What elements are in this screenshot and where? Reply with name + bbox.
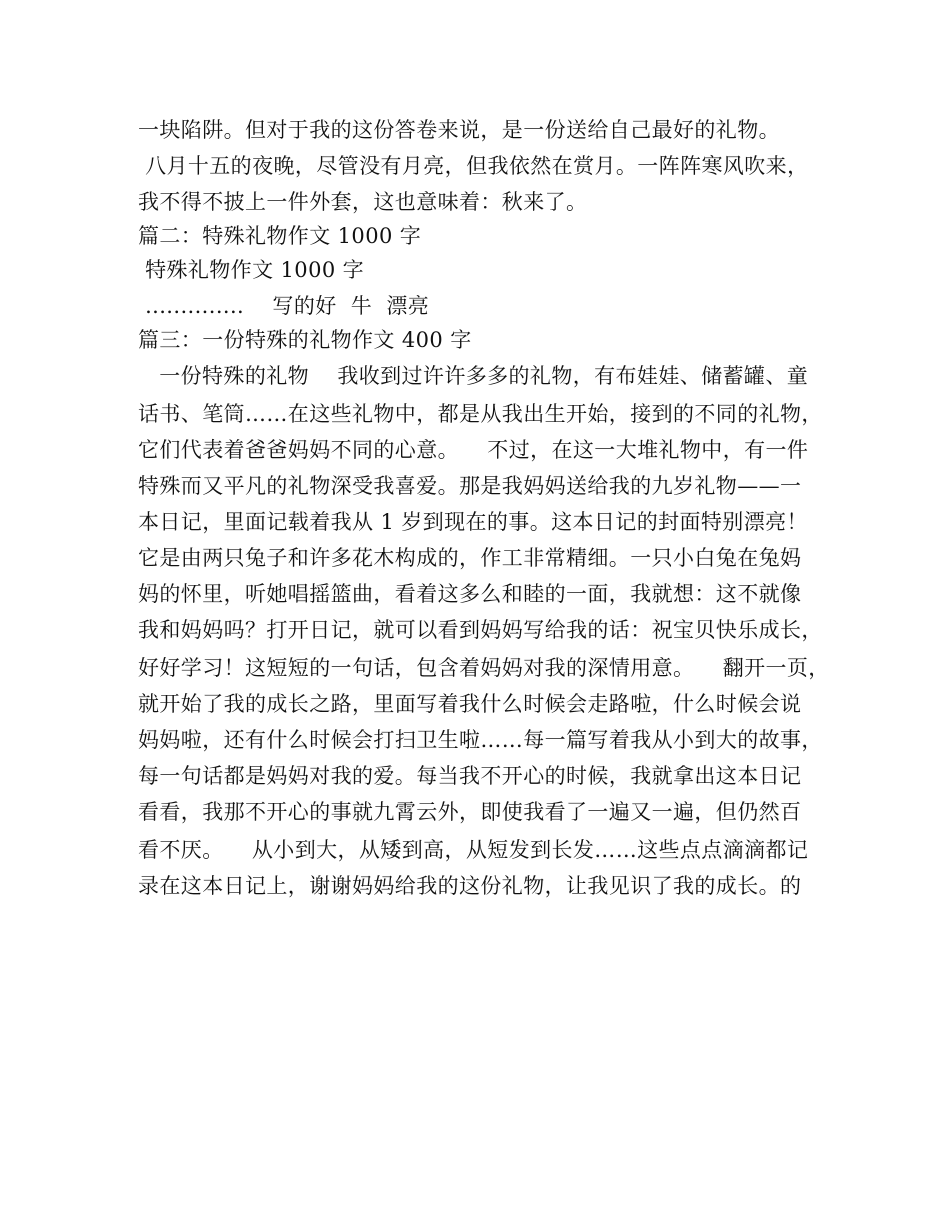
text-line: 特殊而又平凡的礼物深受我喜爱。那是我妈妈送给我的九岁礼物——一 bbox=[138, 474, 802, 498]
text-line: 我和妈妈吗？打开日记，就可以看到妈妈写给我的话：祝宝贝快乐成长， bbox=[138, 618, 823, 642]
text-line: 好好学习！这短短的一句话，包含着妈妈对我的深情用意。 翻开一页， bbox=[138, 656, 830, 680]
text-line: 妈的怀里，听她唱摇篮曲，看着这多么和睦的一面，我就想：这不就像 bbox=[138, 582, 802, 606]
text-line: 每一句话都是妈妈对我的爱。每当我不开心的时候，我就拿出这本日记 bbox=[138, 764, 802, 788]
text-line: 八月十五的夜晚，尽管没有月亮，但我依然在赏月。一阵阵寒风吹来， bbox=[138, 154, 809, 178]
text-line: 它们代表着爸爸妈妈不同的心意。 不过，在这一大堆礼物中，有一件 bbox=[138, 438, 809, 462]
text-line: 看不厌。 从小到大，从矮到高，从短发到长发……这些点点滴滴都记 bbox=[138, 838, 809, 862]
text-line: 看看，我那不开心的事就九霄云外，即使我看了一遍又一遍，但仍然百 bbox=[138, 800, 802, 824]
section-heading: 篇二：特殊礼物作文 1000 字 bbox=[138, 224, 422, 248]
text-line: 本日记，里面记载着我从 1 岁到现在的事。这本日记的封面特别漂亮！ bbox=[138, 510, 808, 534]
text-line: 一份特殊的礼物 我收到过许许多多的礼物，有布娃娃、储蓄罐、童 bbox=[138, 364, 809, 388]
text-line: 我不得不披上一件外套，这也意味着：秋来了。 bbox=[138, 190, 588, 214]
section-heading: 篇三：一份特殊的礼物作文 400 字 bbox=[138, 328, 472, 352]
text-line: 妈妈啦，还有什么时候会打扫卫生啦……每一篇写着我从小到大的故事， bbox=[138, 728, 823, 752]
text-line: 一块陷阱。但对于我的这份答卷来说，是一份送给自己最好的礼物。 bbox=[138, 118, 780, 142]
text-line: .............. 写的好 牛 漂亮 bbox=[138, 294, 430, 318]
text-line: 特殊礼物作文 1000 字 bbox=[138, 258, 365, 282]
text-line: 话书、笔筒……在这些礼物中，都是从我出生开始，接到的不同的礼物， bbox=[138, 402, 823, 426]
text-line: 录在这本日记上，谢谢妈妈给我的这份礼物，让我见识了我的成长。的 bbox=[138, 874, 802, 898]
text-line: 就开始了我的成长之路，里面写着我什么时候会走路啦，什么时候会说 bbox=[138, 692, 802, 716]
text-line: 它是由两只兔子和许多花木构成的，作工非常精细。一只小白兔在兔妈 bbox=[138, 546, 802, 570]
